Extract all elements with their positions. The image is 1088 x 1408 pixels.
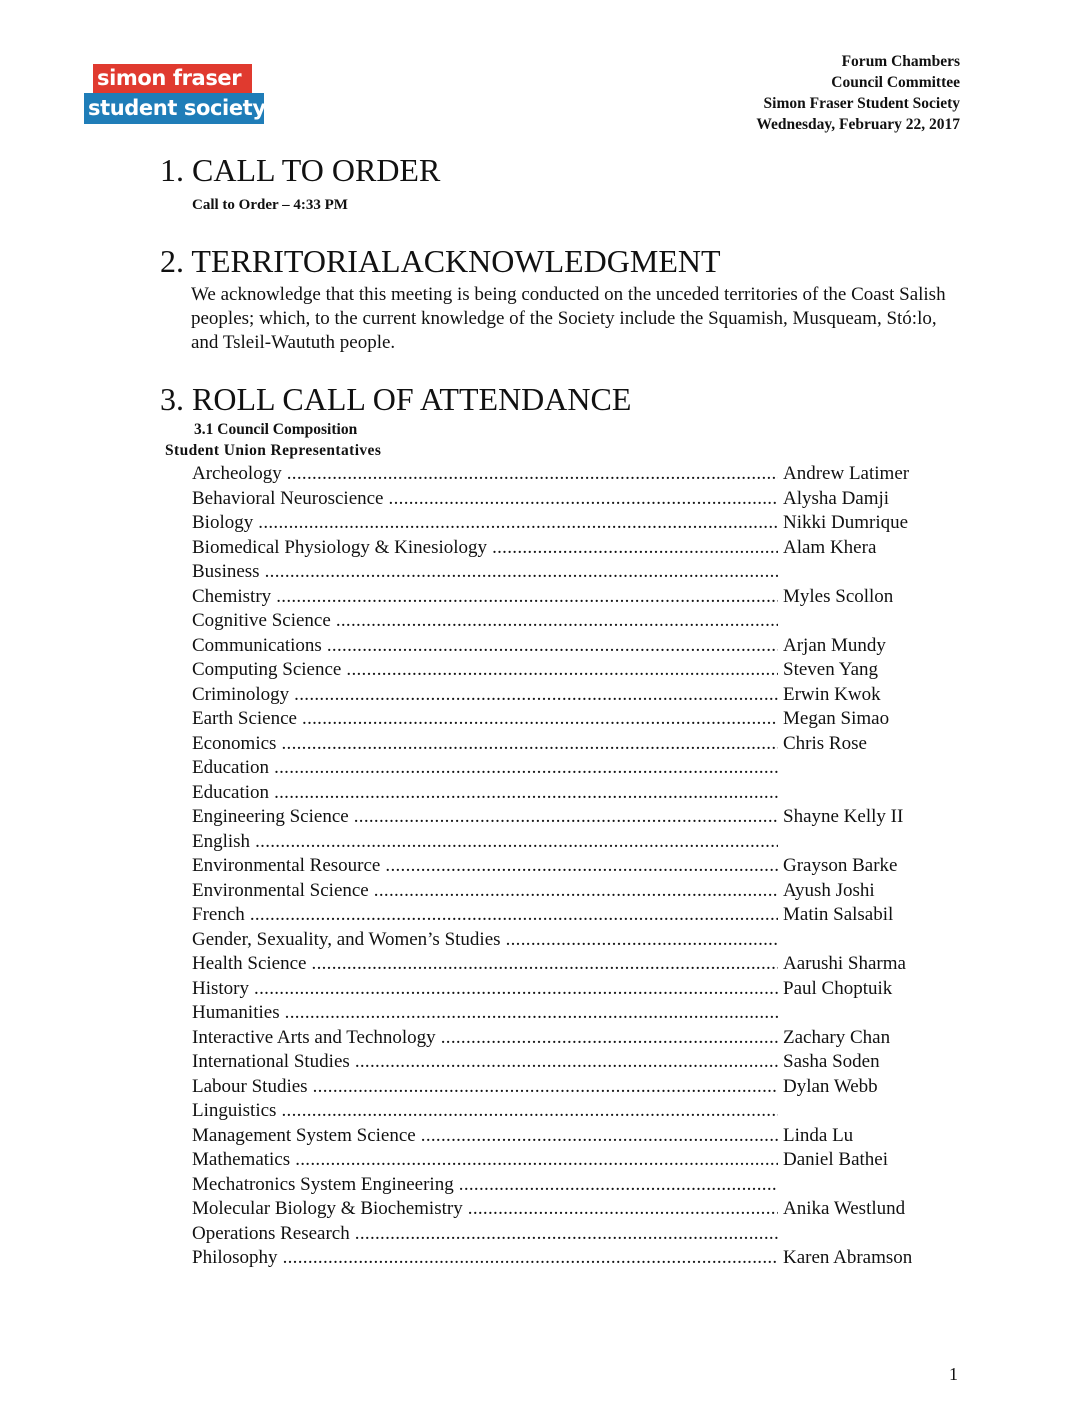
roster-row [192,536,952,561]
roster-representative: Aarushi Sharma [783,953,906,974]
roster-department: Molecular Biology & Biochemistry ..... [192,1197,778,1222]
logo-line-2: student society [84,93,264,124]
roster-row [192,781,952,806]
header-date: Wednesday, February 22, 2017 [756,116,960,133]
roster-representative: Karen Abramson [783,1247,913,1268]
roster-department: French ..... [192,903,778,928]
roster-row [192,977,952,1002]
roster-department: English ..... [192,830,778,855]
roster-row [192,658,952,683]
roster-department: Communications ..... [192,634,778,659]
roster-department: Business ..... [192,560,778,585]
roster-row [192,903,952,928]
roster-representative: Andrew Latimer [783,463,910,484]
roster-department: Interactive Arts and Technology ..... [192,1026,778,1051]
roster-representative: Arjan Mundy [783,634,886,656]
section-call-to-order-title: 1. CALL TO ORDER [160,152,441,188]
roster-row [192,707,952,732]
roster-row [192,805,952,830]
roster-representative: Alysha Damji [783,487,890,509]
roster-department: Education ..... [192,781,778,806]
roster-department: Philosophy ..... [192,1246,778,1271]
roster-representative: Sasha Soden [783,1051,880,1072]
roster-row [192,1197,952,1222]
roster-representative: Daniel Bathei [783,1149,888,1170]
roster-row [192,462,952,487]
roster-row [192,609,952,634]
roster-representative: Nikki Dumrique [783,512,909,533]
roster-department: Biomedical Physiology & Kinesiology ..... [192,536,778,561]
page-number: 1 [949,1364,958,1384]
roster-representative: Linda Lu [783,1124,854,1146]
council-composition-heading: 3.1 Council Composition [194,421,358,438]
roster-row [192,1124,952,1149]
territorial-acknowledgment-text: We acknowledge that this meeting is being conducted on the unceded territories of the Coast Salish peoples; which, to the current knowledge of the Society include the Squamish, Musqueam, Stó:lo, and Tsleil-Waututh people. [191,284,946,353]
roster-row [192,683,952,708]
logo-line-1: simon fraser [93,64,252,93]
roster-row [192,952,952,977]
roster-department: Economics ..... [192,732,778,757]
roster-row [192,1148,952,1173]
roster-department: Environmental Science ..... [192,879,778,904]
roster-row [192,1099,952,1124]
roster-department: Archeology ..... [192,462,778,487]
roster-row [192,511,952,536]
roster-department: Linguistics ..... [192,1099,778,1124]
roster-row [192,1173,952,1198]
roster-row [192,1001,952,1026]
roster-department: Earth Science ..... [192,707,778,732]
roster-department: Health Science ..... [192,952,778,977]
roster-row [192,634,952,659]
roster-department: Mathematics ..... [192,1148,778,1173]
roster-department: Education ..... [192,756,778,781]
roster-representative: Dylan Webb [783,1075,878,1097]
roster-row [192,830,952,855]
roster-department: Environmental Resource ..... [192,854,778,879]
section-territorial-title: 2. TERRITORIALACKNOWLEDGMENT [160,243,721,279]
roster-row [192,756,952,781]
roster-department: Biology ..... [192,511,778,536]
roster-department: Operations Research ..... [192,1222,778,1247]
call-to-order-time: Call to Order – 4:33 PM [192,197,348,213]
roster-representative: Megan Simao [783,708,890,729]
roster-department: Engineering Science ..... [192,805,778,830]
roster-department: Gender, Sexuality, and Women’s Studies ..... [192,928,778,953]
roster-department: Behavioral Neuroscience ..... [192,487,778,512]
roster-representative: Shayne Kelly II [783,806,904,827]
roster-representative: Paul Choptuik [783,977,893,999]
roster-department: History ..... [192,977,778,1002]
roster-row [192,1246,952,1271]
roster-department: Cognitive Science ..... [192,609,778,634]
roster-row [192,487,952,512]
roster-representative: Myles Scollon [783,585,894,607]
roster-representative: Matin Salsabil [783,904,894,925]
roster-representative: Ayush Joshi [783,879,875,901]
roster-department: Labour Studies ..... [192,1075,778,1100]
roster-representative: Erwin Kwok [783,683,881,705]
roster-department: Humanities ..... [192,1001,778,1026]
student-union-reps-heading: Student Union Representatives [165,442,382,459]
roster-row [192,879,952,904]
roster-row [192,854,952,879]
roster-row [192,1026,952,1051]
roster-representative: Grayson Barke [783,855,898,876]
roster-representative: Chris Rose [783,732,867,754]
roster-row [192,928,952,953]
roster-representative: Anika Westlund [783,1198,906,1219]
representative-roster [192,462,952,1271]
roster-row [192,1222,952,1247]
roster-representative: Steven Yang [783,659,879,680]
section-roll-call-title: 3. ROLL CALL OF ATTENDANCE [160,381,632,417]
header-organization: Simon Fraser Student Society [763,95,960,112]
roster-department: Mechatronics System Engineering ..... [192,1173,778,1198]
document-header [756,51,960,135]
roster-row [192,732,952,757]
roster-row [192,1050,952,1075]
roster-row [192,1075,952,1100]
roster-row [192,585,952,610]
roster-representative: Alam Khera [783,536,877,558]
roster-department: Criminology ..... [192,683,778,708]
roster-department: Computing Science ..... [192,658,778,683]
roster-department: Chemistry ..... [192,585,778,610]
sfss-logo [84,64,264,124]
roster-representative: Zachary Chan [783,1026,891,1048]
roster-department: International Studies ..... [192,1050,778,1075]
roster-department: Management System Science ..... [192,1124,778,1149]
header-location: Forum Chambers [841,53,960,70]
roster-row [192,560,952,585]
header-committee: Council Committee [831,74,960,91]
